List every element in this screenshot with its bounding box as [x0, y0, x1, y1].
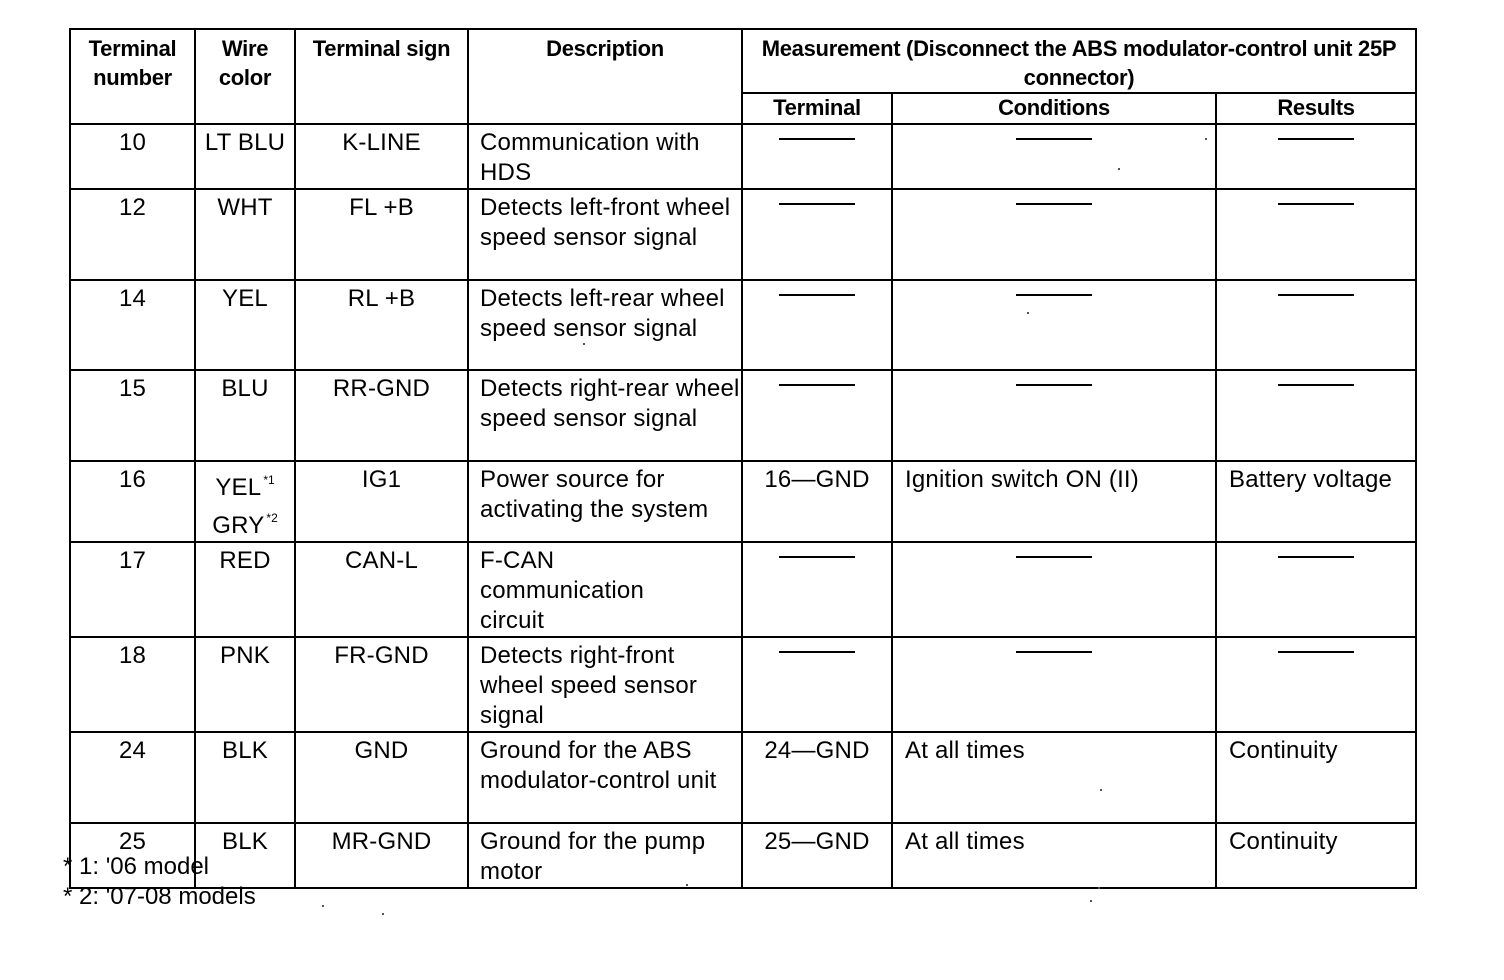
terminal-sign: CAN-L: [344, 547, 418, 574]
wire-color: PNK: [220, 642, 270, 669]
terminal-number: 10: [118, 129, 147, 156]
wire-color: BLU: [221, 375, 269, 402]
table-row: [70, 280, 1416, 370]
scan-speck: [1118, 168, 1120, 170]
description: Detects left-front wheel speed sensor signal: [480, 194, 731, 251]
terminal-sign: K-LINE: [342, 129, 421, 156]
footnote-1: * 1: '06 model: [63, 853, 210, 880]
terminal-number: 12: [118, 194, 147, 221]
terminal-number: 16: [118, 466, 147, 493]
terminal-sign: MR-GND: [331, 828, 432, 855]
scan-speck: [1098, 887, 1100, 889]
description: Detects right-front wheel speed sensor signal: [480, 642, 698, 729]
wire-color-06: YEL $^{*1}$: [215, 473, 275, 501]
empty-dash: [1278, 203, 1354, 205]
scan-speck: [686, 884, 688, 886]
measurement-terminal: 16—GND: [764, 466, 870, 493]
terminal-number: 25: [118, 828, 147, 855]
empty-dash: [1278, 384, 1354, 386]
header-conditions: Conditions: [892, 93, 1216, 124]
table-row: [70, 189, 1416, 280]
measurement-results: Battery voltage: [1229, 466, 1393, 493]
scan-speck: [1100, 789, 1102, 791]
description: Ground for the ABS modulator-control unit: [480, 737, 717, 794]
terminal-number: 18: [118, 642, 147, 669]
footnote-mark: *1: [263, 473, 275, 487]
table-row: [70, 461, 1416, 542]
table-row: [70, 124, 1416, 189]
wire-color: WHT: [217, 194, 273, 221]
measurement-conditions: Ignition switch ON (II): [905, 466, 1139, 493]
footnotes: [63, 852, 256, 912]
empty-dash: [779, 203, 855, 205]
table-row: [70, 637, 1416, 732]
header-measurement: Measurement (Disconnect the ABS modulator-control unit 25P connector): [742, 29, 1416, 93]
empty-dash: [779, 384, 855, 386]
header-description: Description: [468, 29, 742, 124]
measurement-conditions: At all times: [905, 828, 1025, 855]
wire-color: RED: [219, 547, 271, 574]
empty-dash: [1278, 294, 1354, 296]
header-terminal-sign: Terminal sign: [295, 29, 468, 124]
header-results: Results: [1216, 93, 1416, 124]
header-terminal: Terminal: [742, 93, 892, 124]
table-row: [70, 542, 1416, 637]
description: Detects right-rear wheel speed sensor signal: [480, 375, 740, 432]
scan-speck: [382, 913, 384, 915]
terminal-sign: RL +B: [347, 285, 416, 312]
empty-dash: [1016, 294, 1092, 296]
empty-dash: [1016, 384, 1092, 386]
table-row: [70, 823, 1416, 888]
header-wire-color: Wire color: [195, 29, 295, 124]
table-row: [70, 732, 1416, 823]
description: F-CAN communication circuit: [480, 547, 645, 634]
empty-dash: [779, 138, 855, 140]
terminal-sign: FL +B: [349, 194, 414, 221]
wire-color-07-08: GRY $^{*2}$: [212, 511, 278, 539]
empty-dash: [1016, 203, 1092, 205]
terminal-sign: GND: [354, 737, 409, 764]
measurement-results: Continuity: [1229, 737, 1338, 764]
empty-dash: [779, 651, 855, 653]
empty-dash: [1278, 651, 1354, 653]
empty-dash: [1016, 651, 1092, 653]
description: Power source for activating the system: [480, 466, 709, 523]
terminal-number: 24: [118, 737, 147, 764]
footnote-mark: *2: [266, 511, 278, 525]
empty-dash: [1278, 556, 1354, 558]
wire-color-pair: [196, 462, 294, 541]
measurement-terminal: 25—GND: [764, 828, 870, 855]
scan-speck: [322, 905, 324, 907]
measurement-results: Continuity: [1229, 828, 1338, 855]
empty-dash: [779, 556, 855, 558]
scan-speck: [1205, 138, 1207, 140]
empty-dash: [1016, 138, 1092, 140]
description: Communication with HDS: [480, 129, 700, 186]
wire-color: YEL: [222, 285, 268, 312]
footnote-2: * 2: '07-08 models: [63, 883, 256, 910]
scan-speck: [1027, 312, 1029, 314]
header-terminal-number: Terminal number: [70, 29, 195, 124]
scan-speck: [1090, 900, 1092, 902]
table-row: [70, 370, 1416, 461]
terminal-number: 15: [118, 375, 147, 402]
terminal-sign: FR-GND: [334, 642, 429, 669]
terminal-number: 14: [118, 285, 147, 312]
scan-speck: [583, 343, 585, 345]
measurement-conditions: At all times: [905, 737, 1025, 764]
terminal-sign: IG1: [361, 466, 402, 493]
wire-color: BLK: [222, 737, 268, 764]
empty-dash: [1016, 556, 1092, 558]
measurement-terminal: 24—GND: [764, 737, 870, 764]
description: Detects left-rear wheel speed sensor signal: [480, 285, 725, 342]
empty-dash: [1278, 138, 1354, 140]
terminal-table: [69, 28, 1417, 889]
empty-dash: [779, 294, 855, 296]
terminal-number: 17: [118, 547, 147, 574]
description: Ground for the pump motor: [480, 828, 706, 885]
wire-color: BLK: [222, 828, 268, 855]
wire-color: LT BLU: [204, 129, 286, 156]
terminal-sign: RR-GND: [332, 375, 431, 402]
